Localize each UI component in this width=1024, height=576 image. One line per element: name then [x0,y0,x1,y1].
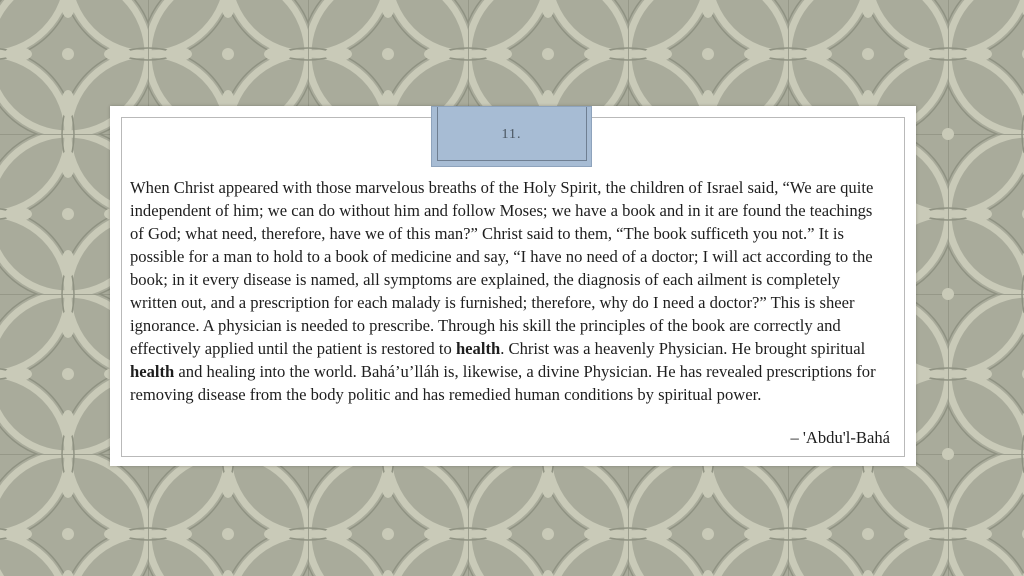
quote-attribution: – 'Abdu'l-Bahá [790,428,890,447]
quote-emphasis-health: health [130,362,175,381]
quote-segment: . Christ was a heavenly Physician. He brought spiritual [500,339,866,358]
quote-emphasis-health: health [455,339,501,358]
slide-number-tab [431,106,592,167]
quote-segment: When Christ appeared with those marvelous breaths of the Holy Spirit, the children of Israel said, “We are quite independent of him; we can do without him and follow Moses; we have a book and in it are found the teachings of God; what need, therefore, have we of this man?” Christ said to them, “The book sufficeth you not.” It is possible for a man to hold to a book of medicine and say, “I have no need of a doctor; I will act according to the book; in it every disease is named, all symptoms are explained, the diagnosis of each ailment is completely written out, and a prescription for each malady is furnished; therefore, why do I need a doctor?” This is sheer ignorance. A physician is needed to prescribe. Through his skill the principles of the book are correctly and effectively applied until the patient is restored to [130,178,874,358]
quote-segment: and healing into the world. Bahá’u’lláh is, likewise, a divine Physician. He has revealed prescriptions for removing disease from the body politic and has remedied human conditions by spiritual power. [130,362,876,404]
quote-text [130,176,890,406]
slide-number: 11. [501,127,522,142]
quote-card [110,106,916,466]
